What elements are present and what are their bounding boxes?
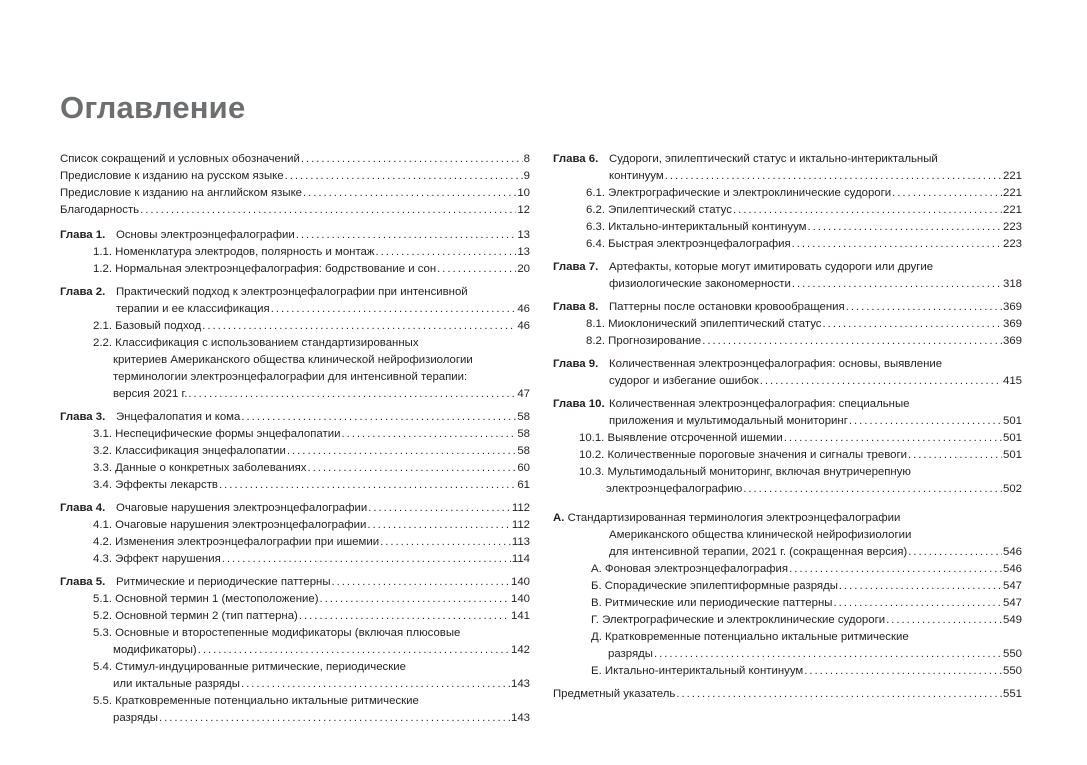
section-entry[interactable]: 10.3. Мультимодальный мониторинг, включая внутричерепную: [579, 466, 911, 478]
section-entry[interactable]: 5.1. Основной термин 1 (местоположение) . . . 140: [60, 591, 530, 608]
toc-entry[interactable]: Благодарность . . . 12: [60, 202, 530, 219]
section-entry[interactable]: 6.3. Иктально-интериктальный континуум . . . 223: [553, 219, 1022, 236]
toc-chapter-3: [60, 409, 530, 494]
toc-appendix: А. Стандартизированная терминология электроэнцефалографии Американского общества клинической нейрофизиологии для интенсивной терапии, 2021 г. (сокращенная версия) . . . 546 А. Фоновая электроэнцефалография . . . 546 Б. Спорадические эпилептиформные разряды . . . 547 В. Ритмические или периодические паттерны . . . 547 Г. Электрографические и электроклинические судороги . . . 549 Д. Кратковременные потенциально иктальные ритмические разряды . . . 550 Е. Иктально-интериктальный континуум . . . 550: [553, 510, 1022, 680]
appendix-section[interactable]: В. Ритмические или периодические паттерны . . . 547: [553, 595, 1022, 612]
toc-chapter-9: Глава 9. Количественная электроэнцефалография: основы, выявление судорог и избегание ошибок . . . 415: [553, 356, 1022, 390]
page-number: 9: [523, 170, 530, 182]
appendix-label: А.: [553, 512, 565, 524]
page-number: 8: [523, 153, 530, 165]
chapter-heading[interactable]: Глава 2. Практический подход к электроэнцефалографии при интенсивной: [60, 284, 530, 301]
section-entry[interactable]: 5.5. Кратковременные потенциально иктальные ритмические: [93, 695, 419, 707]
section-entry[interactable]: 10.1. Выявление отсроченной ишемии . . . 501: [553, 430, 1022, 447]
chapter-heading[interactable]: Глава 1. Основы электроэнцефалографии . . . 13: [60, 227, 530, 244]
section-entry[interactable]: 3.1. Неспецифические формы энцефалопатии . . . 58: [60, 426, 530, 443]
toc-entry[interactable]: Предисловие к изданию на английском языке . . . 10: [60, 185, 530, 202]
chapter-heading[interactable]: Глава 4. Очаговые нарушения электроэнцефалографии . . . 112: [60, 500, 530, 517]
page-number: 46: [517, 303, 530, 315]
toc-entry[interactable]: Предисловие к изданию на русском языке . . . 9: [60, 168, 530, 185]
toc-chapter-8: [553, 299, 1022, 350]
chapter-label: Глава 8.: [553, 301, 599, 313]
section-entry[interactable]: 2.2. Классификация с использованием стандартизированных: [93, 337, 419, 349]
toc-entry[interactable]: Список сокращений и условных обозначений . . . 8: [60, 151, 530, 168]
chapter-label: Глава 6.: [553, 153, 599, 165]
section-entry[interactable]: 4.1. Очаговые нарушения электроэнцефалографии . . . 112: [60, 517, 530, 534]
toc-chapter-5: Глава 5. Ритмические и периодические паттерны . . . 140 5.1. Основной термин 1 (местоположение) . . . 140 5.2. Основной термин 2 (тип паттерна) . . . 141 5.3. Основные и второстепенные модификаторы (включая плюсовые модификаторы) . . . 142 5.4. Стимул-индуцированные ритмические, периодические или иктальные разряды . . . 143 5.5. Кратковременные потенциально иктальные ритмические разряды . . . 143: [60, 574, 530, 727]
section-entry[interactable]: 6.4. Быстрая электроэнцефалография . . . 223: [553, 236, 1022, 253]
section-entry[interactable]: 5.3. Основные и второстепенные модификаторы (включая плюсовые: [93, 627, 461, 639]
section-entry[interactable]: 5.4. Стимул-индуцированные ритмические, периодические: [93, 661, 406, 673]
toc-right-column: [553, 151, 1022, 709]
section-entry[interactable]: 10.2. Количественные пороговые значения и сигналы тревоги . . . 501: [553, 447, 1022, 464]
toc-chapter-1: [60, 227, 530, 278]
section-entry[interactable]: 6.1. Электрографические и электроклинические судороги . . . 221: [553, 185, 1022, 202]
chapter-label: Глава 2.: [60, 286, 106, 298]
section-entry[interactable]: 3.4. Эффекты лекарств . . . 61: [60, 477, 530, 494]
section-entry[interactable]: 1.1. Номенклатура электродов, полярность и монтаж . . . 13: [60, 244, 530, 261]
chapter-heading[interactable]: Глава 6. Судороги, эпилептический статус и иктально-интериктальный: [553, 151, 1022, 168]
chapter-label: Глава 7.: [553, 261, 599, 273]
page-number: 10: [517, 187, 530, 199]
appendix-section[interactable]: А. Фоновая электроэнцефалография . . . 546: [553, 561, 1022, 578]
section-entry[interactable]: 1.2. Нормальная электроэнцефалография: бодрствование и сон . . . 20: [60, 261, 530, 278]
chapter-heading[interactable]: Глава 9. Количественная электроэнцефалография: основы, выявление: [553, 356, 1022, 373]
appendix-section[interactable]: Б. Спорадические эпилептиформные разряды . . . 547: [553, 578, 1022, 595]
chapter-label: Глава 4.: [60, 502, 106, 514]
toc-chapter-6: Глава 6. Судороги, эпилептический статус и иктально-интериктальный континуум . . . 221 6.1. Электрографические и электроклинические судороги . . . 221 6.2. Эпилептический статус . . . 221 6.3. Иктально-интериктальный континуум . . . 223 6.4. Быстрая электроэнцефалография . . . 223: [553, 151, 1022, 253]
appendix-section[interactable]: Г. Электрографические и электроклинические судороги . . . 549: [553, 612, 1022, 629]
appendix-heading[interactable]: А. Стандартизированная терминология электроэнцефалографии: [553, 510, 1022, 527]
section-entry[interactable]: 3.2. Классификация энцефалопатии . . . 58: [60, 443, 530, 460]
chapter-label: Глава 9.: [553, 358, 599, 370]
section-entry[interactable]: 3.3. Данные о конкретных заболеваниях . . . 60: [60, 460, 530, 477]
index-entry[interactable]: Предметный указатель . . . 551: [553, 686, 1022, 703]
page-number: 12: [517, 204, 530, 216]
section-entry[interactable]: 5.2. Основной термин 2 (тип паттерна) . . . 141: [60, 608, 530, 625]
toc-left-column: [60, 151, 530, 733]
toc-front-matter: [60, 151, 530, 219]
toc-chapter-7: Глава 7. Артефакты, которые могут имитировать судороги или другие физиологические закономерности . . . 318: [553, 259, 1022, 293]
section-entry[interactable]: 6.2. Эпилептический статус . . . 221: [553, 202, 1022, 219]
toc-index: [553, 686, 1022, 703]
page-number: 13: [517, 229, 530, 241]
chapter-label: Глава 10.: [553, 398, 605, 410]
chapter-label: Глава 1.: [60, 229, 106, 241]
chapter-heading[interactable]: Глава 7. Артефакты, которые могут имитировать судороги или другие: [553, 259, 1022, 276]
section-entry[interactable]: 8.1. Миоклонический эпилептический статус . . . 369: [553, 316, 1022, 333]
chapter-heading[interactable]: Глава 8. Паттерны после остановки кровообращения . . . 369: [553, 299, 1022, 316]
toc-chapter-4: [60, 500, 530, 568]
chapter-heading[interactable]: Глава 10. Количественная электроэнцефалография: специальные: [553, 396, 1022, 413]
page-title: Оглавление: [60, 90, 246, 125]
section-entry[interactable]: 2.1. Базовый подход . . . 46: [60, 318, 530, 335]
toc-chapter-10: Глава 10. Количественная электроэнцефалография: специальные приложения и мультимодальный мониторинг . . . 501 10.1. Выявление отсроченной ишемии . . . 501 10.2. Количественные пороговые значения и сигналы тревоги . . . 501 10.3. Мультимодальный мониторинг, включая внутричерепную электроэнцефалографию . . . 502: [553, 396, 1022, 498]
appendix-section[interactable]: Е. Иктально-интериктальный континуум . . . 550: [553, 663, 1022, 680]
chapter-heading[interactable]: Глава 5. Ритмические и периодические паттерны . . . 140: [60, 574, 530, 591]
appendix-section[interactable]: Д. Кратковременные потенциально иктальные ритмические: [591, 631, 909, 643]
chapter-label: Глава 3.: [60, 411, 106, 423]
chapter-label: Глава 5.: [60, 576, 106, 588]
toc-chapter-2: Глава 2. Практический подход к электроэнцефалографии при интенсивной терапии и ее классификация . . . 46 2.1. Базовый подход . . . 46 2.2. Классификация с использованием стандартизированных критериев Американского общества клинической нейрофизиологии терминологии электроэнцефалографии для интенсивной терапии: версия 2021 г. . . . 47: [60, 284, 530, 403]
section-entry[interactable]: 4.3. Эффект нарушения . . . 114: [60, 551, 530, 568]
chapter-heading-cont[interactable]: терапии и ее классификация . . . 46: [60, 301, 530, 318]
chapter-heading[interactable]: Глава 3. Энцефалопатия и кома . . . 58: [60, 409, 530, 426]
section-entry[interactable]: 4.2. Изменения электроэнцефалографии при ишемии . . . 113: [60, 534, 530, 551]
section-entry[interactable]: 8.2. Прогнозирование . . . 369: [553, 333, 1022, 350]
